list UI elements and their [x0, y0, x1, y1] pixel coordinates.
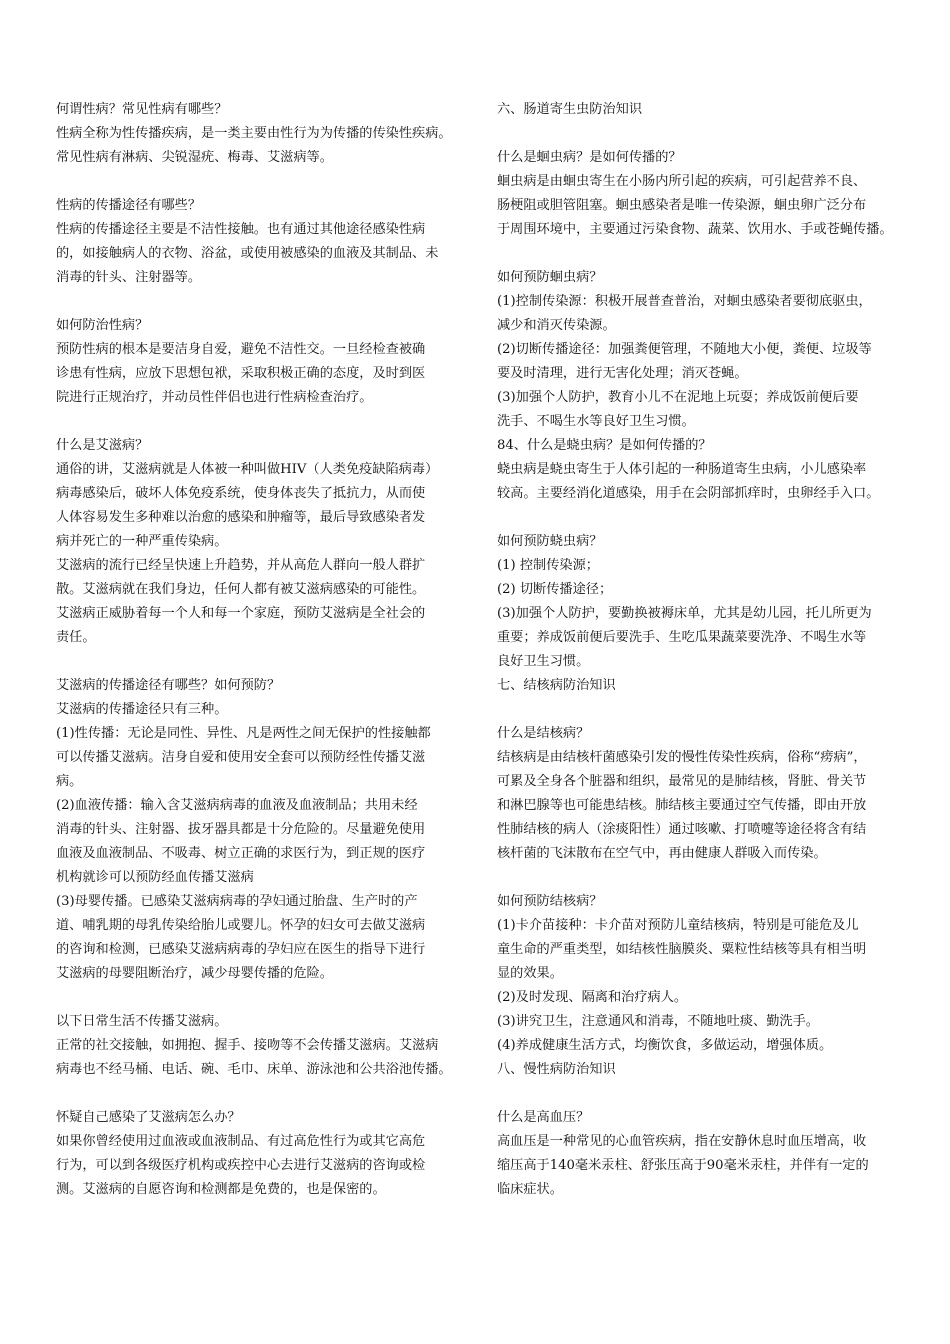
text-line: 散。艾滋病就在我们身边，任何人都有被艾滋病感染的可能性。: [56, 582, 426, 597]
paragraph: [497, 98, 907, 122]
text-line: 核杆菌的飞沫散布在空气中，再由健康人群吸入而传染。: [497, 846, 827, 861]
text-line: 性病的传播途径主要是不洁性接触。也有通过其他途径感染性病: [56, 222, 426, 237]
paragraph: [497, 266, 907, 506]
text-line: 艾滋病的传播途径只有三种。: [56, 702, 228, 717]
text-line: 机构就诊可以预防经血传播艾滋病: [56, 870, 254, 885]
text-line: 可累及全身各个脏器和组织，最常见的是肺结核，肾脏、骨关节: [497, 774, 867, 789]
text-line: 要及时清理，进行无害化处理；消灭苍蝇。: [497, 366, 748, 381]
text-line: (2) 切断传播途径；: [497, 582, 613, 597]
text-line: 怀疑自己感染了艾滋病怎么办？: [56, 1110, 241, 1125]
text-line: 肠梗阻或胆管阻塞。蛔虫感染者是唯一传染源，蛔虫卵广泛分布: [497, 198, 867, 213]
paragraph-gap: [56, 1082, 466, 1106]
paragraph: [56, 98, 466, 170]
text-line: 责任。: [56, 630, 96, 645]
text-line: 84、什么是蛲虫病？是如何传播的？: [497, 438, 712, 453]
left-column: [56, 98, 466, 1202]
paragraph-gap: [497, 506, 907, 530]
text-line: 洗手、不喝生水等良好卫生习惯。: [497, 414, 695, 429]
paragraph-gap: [497, 1082, 907, 1106]
text-line: (4)养成健康生活方式，均衡饮食，多做运动，增强体质。: [497, 1038, 833, 1053]
text-line: 较高。主要经消化道感染，用手在会阴部抓痒时，虫卵经手入口。: [497, 486, 880, 501]
text-line: 艾滋病的母婴阻断治疗，减少母婴传播的危险。: [56, 966, 333, 981]
text-line: 消毒的针头、注射器、拔牙器具都是十分危险的。尽量避免使用: [56, 822, 426, 837]
text-line: (3)讲究卫生，注意通风和消毒，不随地吐痰、勤洗手。: [497, 1014, 819, 1029]
text-line: 性病全称为性传播疾病，是一类主要由性行为为传播的传染性疾病。: [56, 126, 452, 141]
paragraph-gap: [56, 410, 466, 434]
text-line: 预防性病的根本是要洁身自爱，避免不洁性交。一旦经检查被确: [56, 342, 426, 357]
text-line: 结核病是由结核杆菌感染引发的慢性传染性疾病，俗称“痨病”，: [497, 750, 867, 765]
text-line: 缩压高于140毫米汞柱、舒张压高于90毫米汞柱，并伴有一定的: [497, 1158, 869, 1173]
text-line: 减少和消灭传染源。: [497, 318, 616, 333]
text-line: (3)加强个人防护，要勤换被褥床单，尤其是幼儿园，托儿所更为: [497, 606, 872, 621]
text-line: 以下日常生活不传播艾滋病。: [56, 1014, 228, 1029]
text-line: 蛲虫病是蛲虫寄生于人体引起的一种肠道寄生虫病，小儿感染率: [497, 462, 867, 477]
text-line: 的咨询和检测，已感染艾滋病病毒的孕妇应在医生的指导下进行: [56, 942, 426, 957]
text-line: 诊患有性病，应放下思想包袱，采取积极正确的态度，及时到医: [56, 366, 426, 381]
text-line: (2)及时发现、隔离和治疗病人。: [497, 990, 688, 1005]
text-line: 什么是结核病？: [497, 726, 590, 741]
text-line: 艾滋病正威胁着每一个人和每一个家庭，预防艾滋病是全社会的: [56, 606, 426, 621]
text-line: 艾滋病的流行已经呈快速上升趋势，并从高危人群向一般人群扩: [56, 558, 426, 573]
paragraph-gap: [56, 170, 466, 194]
paragraph-gap: [497, 698, 907, 722]
text-line: 病并死亡的一种严重传染病。: [56, 534, 228, 549]
text-line: 重要；养成饭前便后要洗手、生吃瓜果蔬菜要洗净、不喝生水等: [497, 630, 867, 645]
text-line: 六、肠道寄生虫防治知识: [497, 102, 643, 117]
text-line: 病毒感染后，破坏人体免疫系统，使身体丧失了抵抗力，从而使: [56, 486, 426, 501]
text-line: (2)血液传播：输入含艾滋病病毒的血液及血液制品；共用未经: [56, 798, 418, 813]
text-line: 消毒的针头、注射器等。: [56, 270, 202, 285]
text-line: 如何预防蛔虫病？: [497, 270, 603, 285]
text-line: 显的效果。: [497, 966, 563, 981]
text-line: 血液及血液制品、不吸毒、树立正确的求医行为，到正规的医疗: [56, 846, 426, 861]
paragraph: [56, 434, 466, 650]
paragraph-gap: [56, 290, 466, 314]
text-line: 病。: [56, 774, 83, 789]
text-line: 何谓性病？常见性病有哪些？: [56, 102, 228, 117]
paragraph-gap: [56, 650, 466, 674]
text-line: 测。艾滋病的自愿咨询和检测都是免费的，也是保密的。: [56, 1182, 386, 1197]
paragraph-gap: [497, 122, 907, 146]
text-line: (1)卡介苗接种：卡介苗对预防儿童结核病，特别是可能危及儿: [497, 918, 859, 933]
paragraph: [56, 674, 466, 986]
text-line: 可以传播艾滋病。洁身自爱和使用安全套可以预防经性传播艾滋: [56, 750, 426, 765]
text-line: 正常的社交接触，如拥抱、握手、接吻等不会传播艾滋病。艾滋病: [56, 1038, 439, 1053]
text-line: 病毒也不经马桶、电话、碗、毛巾、床单、游泳池和公共浴池传播。: [56, 1062, 452, 1077]
text-line: (3)加强个人防护，教育小儿不在泥地上玩耍；养成饭前便后要: [497, 390, 859, 405]
paragraph: [56, 1010, 466, 1082]
text-line: 院进行正规治疗，并动员性伴侣也进行性病检查治疗。: [56, 390, 373, 405]
text-line: 性肺结核的病人（涂痰阳性）通过咳嗽、打喷嚏等途径将含有结: [497, 822, 867, 837]
text-line: 七、结核病防治知识: [497, 678, 616, 693]
text-line: 如果你曾经使用过血液或血液制品、有过高危性行为或其它高危: [56, 1134, 426, 1149]
text-line: 和淋巴腺等也可能患结核。肺结核主要通过空气传播，即由开放: [497, 798, 867, 813]
paragraph: [56, 194, 466, 290]
paragraph: [497, 1106, 907, 1202]
text-line: 什么是艾滋病？: [56, 438, 149, 453]
text-line: 如何防治性病？: [56, 318, 149, 333]
text-line: 通俗的讲，艾滋病就是人体被一种叫做HIV（人类免疫缺陷病毒）: [56, 462, 439, 477]
paragraph: [497, 890, 907, 1082]
text-line: 童生命的严重类型，如结核性脑膜炎、粟粒性结核等具有相当明: [497, 942, 867, 957]
paragraph-gap: [497, 242, 907, 266]
text-line: (1) 控制传染源；: [497, 558, 599, 573]
paragraph-gap: [56, 986, 466, 1010]
text-line: 常见性病有淋病、尖锐湿疣、梅毒、艾滋病等。: [56, 150, 333, 165]
text-line: 道、哺乳期的母乳传染给胎儿或婴儿。怀孕的妇女可去做艾滋病: [56, 918, 426, 933]
text-line: (3)母婴传播。已感染艾滋病病毒的孕妇通过胎盘、生产时的产: [56, 894, 418, 909]
text-line: (1)性传播：无论是同性、异性、凡是两性之间无保护的性接触都: [56, 726, 431, 741]
text-line: 人体容易发生多种难以治愈的感染和肿瘤等，最后导致感染者发: [56, 510, 426, 525]
text-line: 如何预防结核病？: [497, 894, 603, 909]
text-line: 什么是蛔虫病？是如何传播的？: [497, 150, 682, 165]
text-line: 如何预防蛲虫病？: [497, 534, 603, 549]
text-line: 行为，可以到各级医疗机构或疾控中心去进行艾滋病的咨询或检: [56, 1158, 426, 1173]
paragraph: [56, 1106, 466, 1202]
text-line: 高血压是一种常见的心血管疾病，指在安静休息时血压增高，收: [497, 1134, 867, 1149]
text-line: 良好卫生习惯。: [497, 654, 590, 669]
paragraph: [56, 314, 466, 410]
text-line: 临床症状。: [497, 1182, 563, 1197]
right-column: [497, 98, 907, 1202]
text-line: 八、慢性病防治知识: [497, 1062, 616, 1077]
text-line: 什么是高血压？: [497, 1110, 590, 1125]
paragraph: [497, 722, 907, 866]
text-line: 于周围环境中，主要通过污染食物、蔬菜、饮用水、手或苍蝇传播。: [497, 222, 893, 237]
paragraph-gap: [497, 866, 907, 890]
text-line: (2)切断传播途径：加强粪便管理，不随地大小便，粪便、垃圾等: [497, 342, 872, 357]
text-line: (1)控制传染源：积极开展普查普治，对蛔虫感染者要彻底驱虫，: [497, 294, 872, 309]
text-line: 艾滋病的传播途径有哪些？如何预防？: [56, 678, 281, 693]
paragraph: [497, 530, 907, 698]
paragraph: [497, 146, 907, 242]
text-line: 性病的传播途径有哪些？: [56, 198, 202, 213]
text-line: 蛔虫病是由蛔虫寄生在小肠内所引起的疾病，可引起营养不良、: [497, 174, 867, 189]
text-line: 的，如接触病人的衣物、浴盆，或使用被感染的血液及其制品、未: [56, 246, 439, 261]
